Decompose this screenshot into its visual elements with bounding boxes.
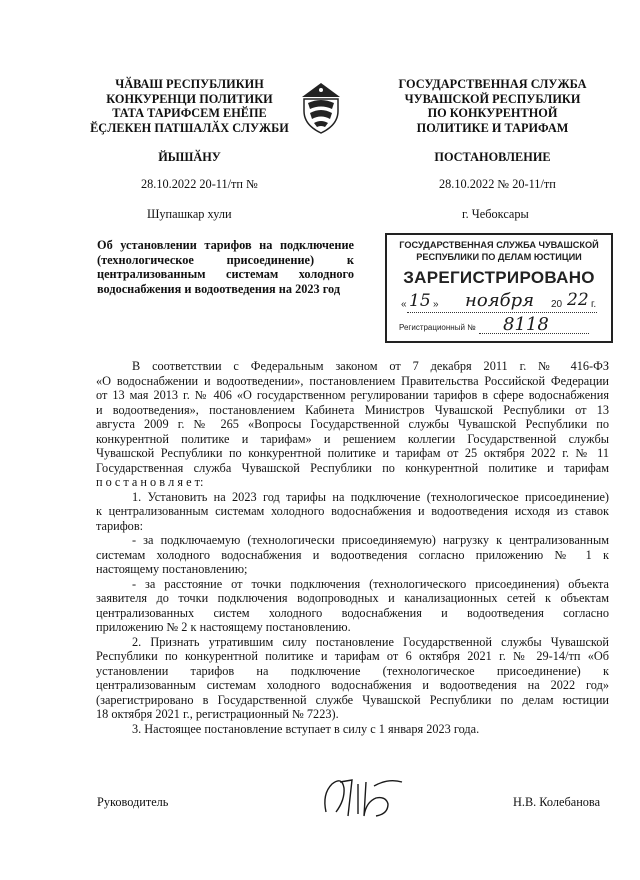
stamp-line-1: ГОСУДАРСТВЕННАЯ СЛУЖБА ЧУВАШСКОЙ [399, 240, 599, 250]
handwritten-signature [318, 772, 410, 822]
stamp-date [399, 290, 605, 315]
body-line-1: В соответствии с Федеральным законом от 7 декабря 2011 г. № 416-ФЗ [132, 359, 609, 373]
body-line-8: Государственная служба Чувашской Республики по конкурентной политике и тарифам [96, 460, 609, 475]
body-line-17: заявителя до точки подключения водопроводных и канализационных сетей к объектам [96, 591, 609, 605]
body-line-25: 18 октября 2021 г., регистрационный № 7223). [96, 707, 339, 721]
stamp-date-close-quote: » [433, 299, 439, 310]
stamp-line-2: РЕСПУБЛИКИ ПО ДЕЛАМ ЮСТИЦИИ [416, 252, 582, 262]
body-line-22: установлении тарифов на подключение (технологическое присоединение) к [96, 663, 609, 678]
header-right-line-1: ГОСУДАРСТВЕННАЯ СЛУЖБА [398, 77, 587, 91]
body-line-23: централизованным системам холодного водоснабжения и водоотведения на 2022 год» [96, 678, 609, 692]
body-line-21: Республики по конкурентной политике и тарифам от 6 октября 2021 г. № 29-14/тп «Об [96, 649, 609, 663]
doc-type-russian: ПОСТАНОВЛЕНИЕ [434, 150, 551, 164]
doc-type-chuvash: ЙЫШӐНУ [158, 150, 221, 164]
title-line-2: (технологическое присоединение) к [97, 252, 354, 267]
body-line-12: тарифов: [96, 518, 144, 533]
body-line-11: к централизованным системам холодного водоснабжения и водоотведения исходя из ставок [96, 504, 609, 518]
body-line-4: и водоотведения», постановлением Кабинета Министров Чувашской Республики от 13 [96, 402, 609, 417]
stamp-date-open-quote: « [401, 299, 407, 310]
republic-emblem [298, 79, 344, 135]
header-right-line-2: ЧУВАШСКОЙ РЕСПУБЛИКИ [404, 91, 581, 106]
body-line-16: - за расстояние от точки подключения (технологического присоединения) объекта [132, 576, 609, 591]
header-right-line-4: ПОЛИТИКЕ И ТАРИФАМ [416, 120, 569, 135]
document-body [96, 359, 609, 736]
body-line-9: п о с т а н о в л я е т: [96, 475, 204, 489]
date-number-russian: 28.10.2022 № 20-11/тп [439, 177, 556, 191]
date-number-chuvash: 28.10.2022 20-11/тп № [141, 177, 258, 191]
registration-stamp [385, 233, 613, 343]
stamp-day: 15 [409, 291, 431, 311]
body-line-10: 1. Установить на 2023 год тарифы на подключение (технологическое присоединение) [132, 489, 609, 504]
header-left-line-3: ТАТА ТАРИФСЕМ ЕНӖПЕ [112, 106, 267, 120]
title-line-1: Об установлении тарифов на подключение [97, 238, 354, 252]
body-line-20: 2. Признать утратившим силу постановление Государственной службы Чувашской [132, 634, 609, 649]
body-line-7: Чувашской Республики по конкурентной политике и тарифам от 25 октября 2022 г. № 11 [96, 446, 609, 460]
title-line-3: централизованным системам холодного [97, 267, 354, 282]
stamp-reg-label: Регистрационный № [399, 323, 476, 332]
stamp-year-prefix: 20 [551, 299, 563, 310]
city-chuvash: Шупашкар хули [147, 207, 232, 221]
body-line-2: «О водоснабжении и водоотведении», постановлением Правительства Российской Федерации [96, 373, 609, 388]
header-left-line-2: КОНКУРЕНЦИ ПОЛИТИКИ [106, 91, 273, 106]
body-line-18: централизованных систем холодного водоснабжения и водоотведения согласно [96, 605, 609, 620]
header-left [87, 77, 292, 135]
body-line-13: - за подключаемую (технологически присоединяемую) нагрузку к централизованным [132, 533, 609, 547]
signatory-position: Руководитель [97, 795, 169, 809]
body-line-26: 3. Настоящее постановление вступает в силу с 1 января 2023 года. [132, 721, 480, 736]
body-line-15: настоящему постановлению; [96, 562, 248, 576]
body-line-14: системам холодного водоснабжения и водоотведения согласно приложению № 1 к [96, 547, 609, 562]
stamp-year-suffix: 22 [567, 290, 589, 310]
title-line-4: водоснабжения и водоотведения на 2023 год [97, 281, 341, 296]
body-line-24: (зарегистрировано в Государственной службе Чувашской Республики по делам юстиции [96, 692, 609, 707]
stamp-reg-number: 8118 [503, 314, 549, 335]
header-right-line-3: ПО КОНКУРЕНТНОЙ [427, 106, 558, 120]
stamp-registered: ЗАРЕГИСТРИРОВАНО [403, 268, 595, 287]
stamp-year-g: г. [591, 299, 597, 310]
body-line-6: конкурентной политике и тарифам» и решением коллегии Государственной службы [96, 431, 609, 446]
body-line-19: приложению № 2 к настоящему постановлению. [96, 620, 351, 634]
body-line-3: от 13 мая 2013 г. № 406 «О государственном регулировании тарифов в сфере водоснабжения [96, 388, 609, 402]
header-left-line-1: ЧӐВАШ РЕСПУБЛИКИН [115, 77, 264, 91]
stamp-month: ноября [465, 290, 535, 311]
header-left-line-4: ӖҪЛЕКЕН ПАТШАЛӐХ СЛУЖБИ [90, 120, 289, 135]
body-line-5: августа 2009 г. № 265 «Вопросы Государственной службы Чувашской Республики по [96, 417, 609, 431]
header-right [385, 77, 600, 135]
document-title [97, 238, 354, 296]
signatory-name: Н.В. Колебанова [513, 795, 601, 809]
city-russian: г. Чебоксары [462, 207, 529, 221]
